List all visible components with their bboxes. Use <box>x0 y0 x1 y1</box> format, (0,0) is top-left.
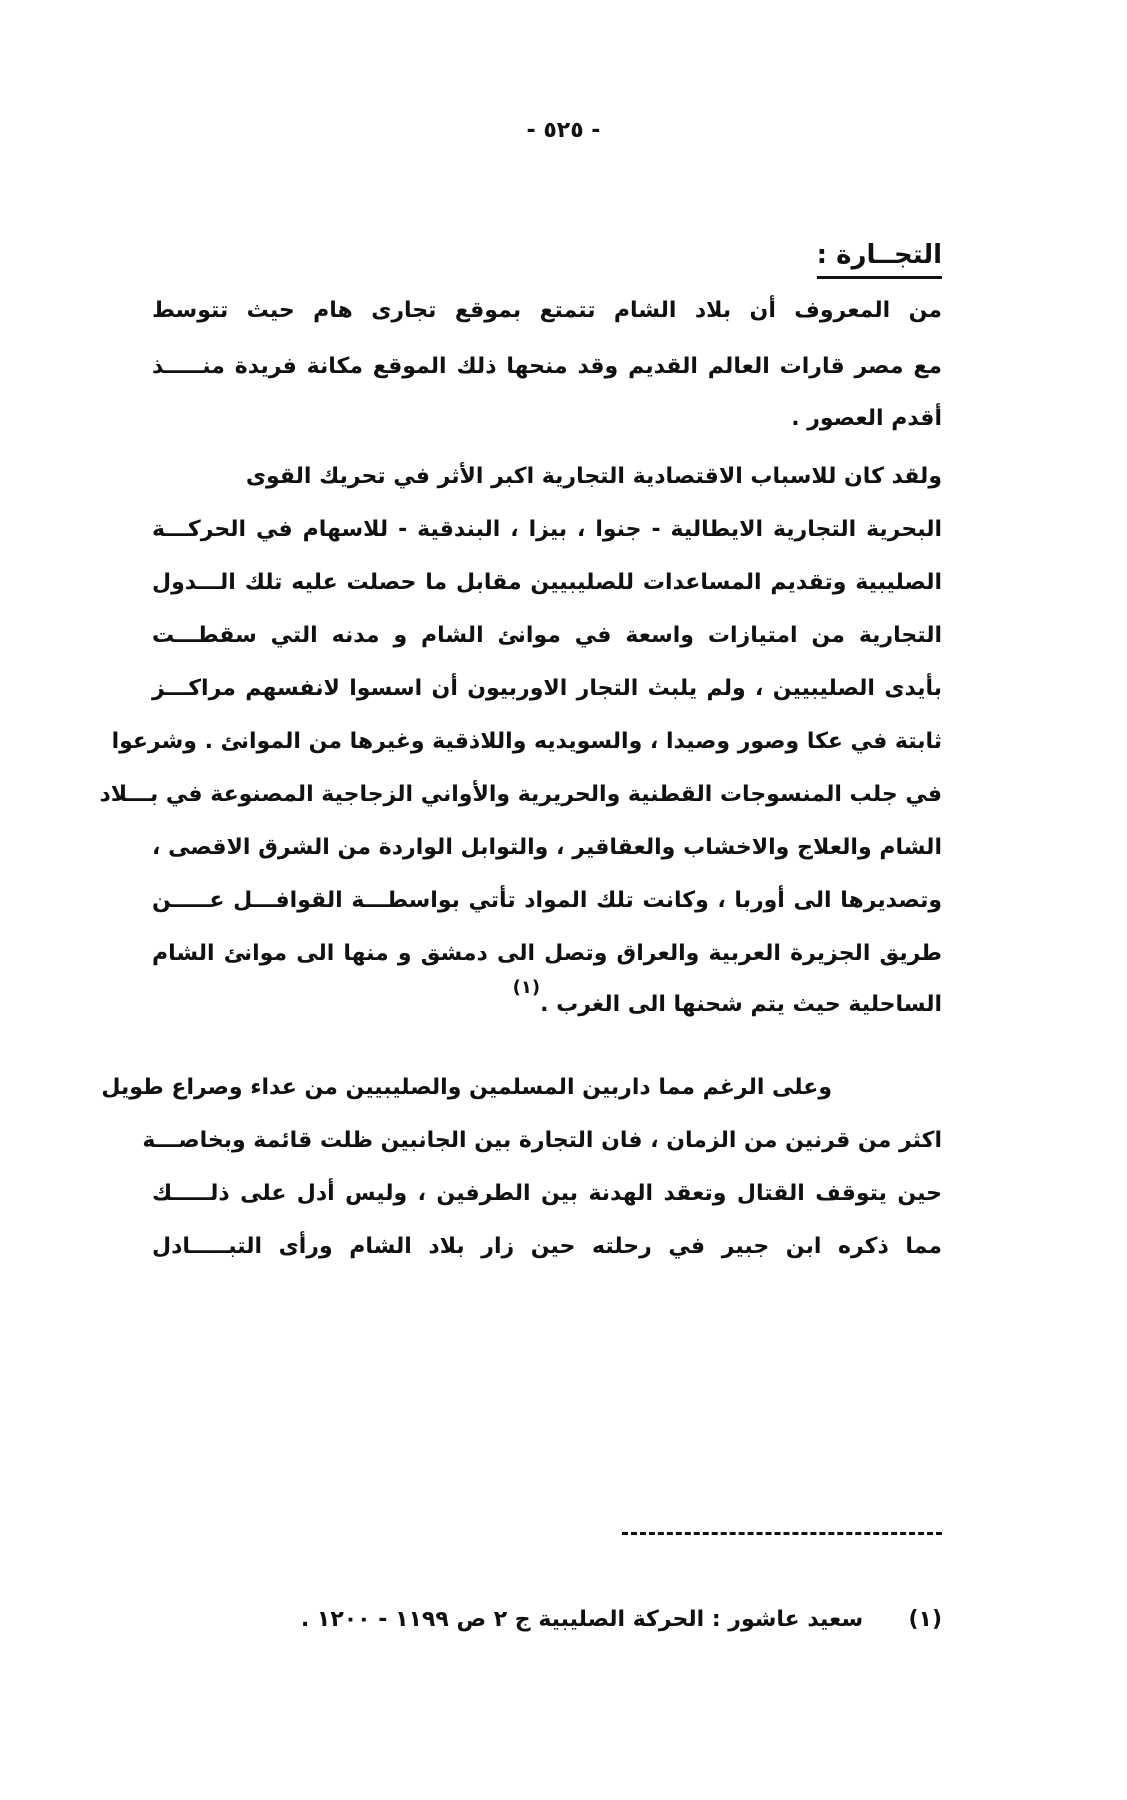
footnote-divider <box>622 1532 942 1535</box>
paragraph-3-line-4: مما ذكره ابن جبير في رحلته حين زار بلاد الشام ورأى التبـــــادل <box>152 1234 942 1259</box>
section-heading: التجــارة : <box>817 240 942 279</box>
footnote-text: سعيد عاشور : الحركة الصليبية ج ٢ ص ١١٩٩ - ١٢٠٠ . <box>300 1607 864 1632</box>
page-number: - ٥٢٥ - <box>526 118 601 143</box>
paragraph-2-line-11 <box>152 977 942 1021</box>
footnote <box>301 1607 942 1632</box>
paragraph-2-line-11-text: الساحلية حيث يتم شحنها الى الغرب . <box>540 992 942 1017</box>
paragraph-2-line-7: في جلب المنسوجات القطنية والحريرية والأواني الزجاجية المصنوعة في بـــلاد <box>99 782 942 807</box>
paragraph-2-line-3: الصليبية وتقديم المساعدات للصليبيين مقابل ما حصلت عليه تلك الـــدول <box>152 570 942 595</box>
paragraph-1-line-3: أقدم العصور . <box>791 406 942 431</box>
paragraph-2-line-4: التجارية من امتيازات واسعة في موانئ الشام و مدنه التي سقطـــت <box>152 623 942 648</box>
footnote-reference[interactable]: (١) <box>512 977 541 998</box>
paragraph-1-line-1: من المعروف أن بلاد الشام تتمتع بموقع تجارى هام حيث تتوسط <box>152 298 942 323</box>
paragraph-3-line-3: حين يتوقف القتال وتعقد الهدنة بين الطرفين ، وليس أدل على ذلـــــك <box>152 1181 942 1206</box>
paragraph-2-line-5: بأيدى الصليبيين ، ولم يلبث التجار الاوربيون أن اسسوا لانفسهم مراكـــز <box>152 676 942 701</box>
footnote-marker: (١) <box>908 1607 942 1632</box>
paragraph-2-line-2: البحرية التجارية الايطالية - جنوا ، بيزا ، البندقية - للاسهام في الحركـــة <box>152 517 942 542</box>
paragraph-2-line-9: وتصديرها الى أوربا ، وكانت تلك المواد تأتي بواسطـــة القوافـــل عـــــن <box>152 888 942 913</box>
paragraph-2-line-8: الشام والعلاج والاخشاب والعقاقير ، والتوابل الواردة من الشرق الاقصى ، <box>152 835 942 860</box>
paragraph-2-line-1-text: ولقد كان للاسباب الاقتصادية التجارية اكبر الأثر في تحريك القوى <box>245 464 942 489</box>
paragraph-3-line-2: اكثر من قرنين من الزمان ، فان التجارة بين الجانبين ظلت قائمة وبخاصـــة <box>142 1128 942 1153</box>
paragraph-2-line-6: ثابتة في عكا وصور وصيدا ، والسويديه واللاذقية وغيرها من الموانئ . وشرعوا <box>111 729 942 754</box>
paragraph-3-line-1 <box>101 1073 942 1103</box>
paragraph-3-line-1-text: وعلى الرغم مما داربين المسلمين والصليبيين من عداء وصراع طويل <box>101 1075 832 1100</box>
paragraph-2-line-1 <box>152 462 942 492</box>
paragraph-1-line-2: مع مصر قارات العالم القديم وقد منحها ذلك الموقع مكانة فريدة منـــــذ <box>152 354 942 379</box>
paragraph-2-line-10: طريق الجزيرة العربية والعراق وتصل الى دمشق و منها الى موانئ الشام <box>152 941 942 966</box>
